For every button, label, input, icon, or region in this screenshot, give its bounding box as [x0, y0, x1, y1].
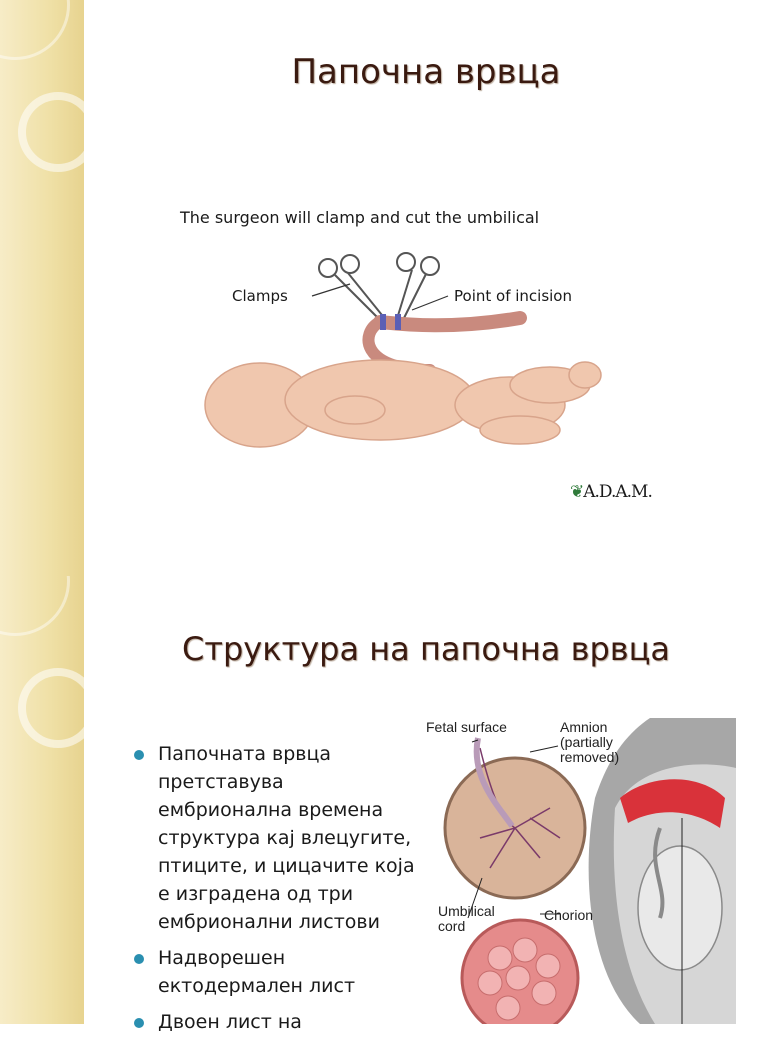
bullet-list — [130, 740, 420, 1044]
placenta-figure — [420, 718, 736, 1024]
label-point-of-incision: Point of incision — [454, 287, 572, 305]
leaf-icon: ❦ — [570, 482, 584, 502]
adam-logo — [570, 482, 652, 502]
list-item: Папочната врвца претставува ембрионална времена структура кај влецугите, птиците, и цицачите која е изградена од три ембрионални листови — [130, 740, 420, 936]
fetus — [638, 846, 722, 970]
slide-1-title: Папочна врвца — [291, 52, 561, 92]
decorative-ring — [0, 576, 70, 636]
list-item: Надворешен ектодермален лист — [130, 944, 420, 1000]
figure-caption: The surgeon will clamp and cut the umbilical — [180, 208, 540, 227]
clamp-icon — [319, 255, 386, 320]
label-amnion: Amnion (partially removed) — [560, 719, 620, 765]
label-fetal-surface: Fetal surface — [426, 719, 507, 735]
slide-1-sidebar — [0, 0, 84, 576]
label-chorion: Chorion — [544, 907, 594, 923]
newborn-umbilical-illustration — [190, 240, 620, 460]
decorative-ring — [18, 92, 98, 172]
slide-2-title: Структура на папочна врвца — [182, 630, 670, 668]
label-umbilical-cord: Umbilical cord — [438, 903, 495, 934]
slide-2-sidebar — [0, 576, 84, 1024]
label-clamps: Clamps — [232, 287, 288, 305]
incision-pointer-line — [412, 296, 448, 310]
newborn-body — [205, 360, 601, 447]
credit-text: A.D.A.M. — [583, 482, 652, 502]
list-item: Двоен лист на — [130, 1008, 420, 1036]
clamp-icon — [396, 253, 439, 322]
decorative-ring — [18, 668, 98, 748]
clamps-pointer-line — [312, 284, 350, 296]
decorative-ring — [0, 0, 70, 60]
